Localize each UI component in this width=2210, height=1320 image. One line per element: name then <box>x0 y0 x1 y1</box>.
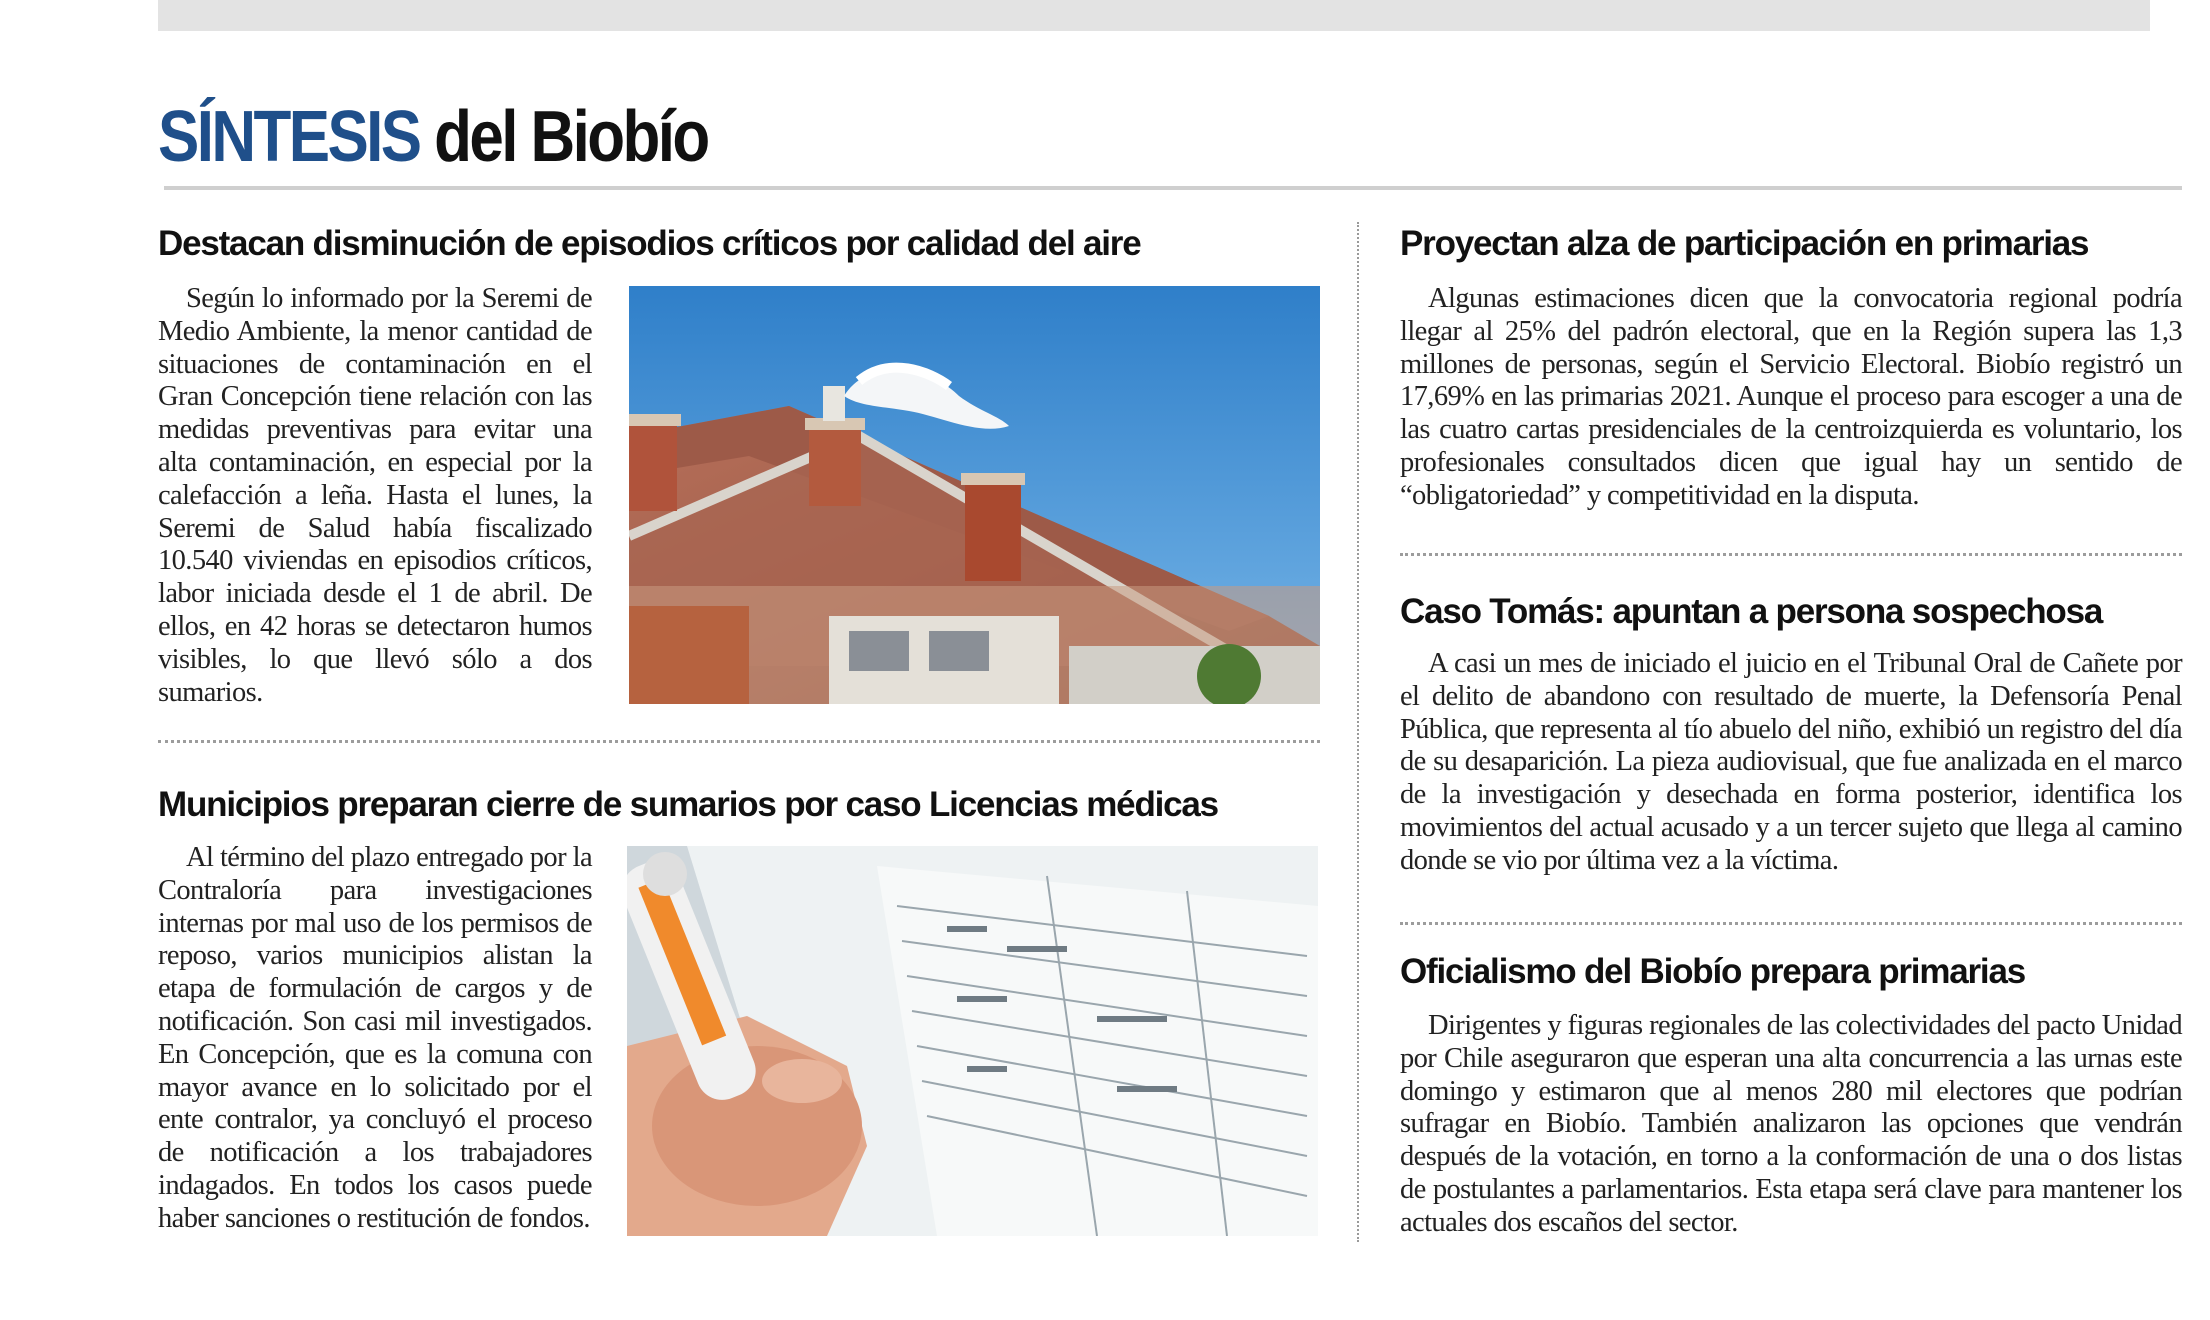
separator-right-2 <box>1400 922 2182 925</box>
masthead-keyword: SÍNTESIS <box>158 97 420 177</box>
separator-left-1 <box>158 740 1320 743</box>
article-body-oficialismo: Dirigentes y figuras regionales de las colectividades del pacto Unidad por Chile aseguraron que esperan una alta concurrencia a las urnas este domingo y estimaron que al menos 280 mil electores que podrían sufragar en Biobío. También analizaron las opciones que vendrán después de la votación, en torno a la conformación de una o dos listas de postulantes a parlamentarios. Esta etapa será clave para mantener los actuales dos escaños del sector. <box>1400 1010 2182 1238</box>
article-body-primarias: Algunas estimaciones dicen que la convocatoria regional podría llegar al 25% del padrón electoral, que en la Región supera las 1,3 millones de personas, según el Servicio Electoral. Biobío registró un 17,69% en las primarias 2021. Aunque el proceso para escoger a una de las cuatro cartas presidenciales de la centroizquierda es voluntario, los profesionales consultados dicen que igual hay un sentido de “obligatoriedad” y competitividad en la disputa. <box>1400 283 2182 511</box>
photo-chimney-smoke <box>629 286 1320 704</box>
masthead-rule <box>164 186 2182 190</box>
article-headline-licencias[interactable]: Municipios preparan cierre de sumarios por caso Licencias médicas <box>158 785 1218 824</box>
article-headline-oficialismo[interactable]: Oficialismo del Biobío prepara primarias <box>1400 952 2025 991</box>
photo-medical-forms <box>627 846 1318 1236</box>
article-headline-air-quality[interactable]: Destacan disminución de episodios críticos por calidad del aire <box>158 224 1141 263</box>
separator-right-1 <box>1400 553 2182 556</box>
article-body-caso-tomas: A casi un mes de iniciado el juicio en el Tribunal Oral de Cañete por el delito de abandono con resultado de muerte, la Defensoría Penal Pública, que representa al tío abuelo del niño, exhibió un registro del día de su desaparición. La pieza audiovisual, que fue analizada en el marco de la investigación y desechada en forma posterior, identifica los movimientos del actual acusado y a un tercer sujeto que llega al camino donde se vio por última vez a la víctima. <box>1400 648 2182 876</box>
article-headline-caso-tomas[interactable]: Caso Tomás: apuntan a persona sospechosa <box>1400 592 2103 631</box>
article-body-air-quality: Según lo informado por la Seremi de Medio Ambiente, la menor cantidad de situaciones de contaminación en el Gran Concepción tiene relación con las medidas preventivas para evitar una alta contaminación, en especial por la calefacción a leña. Hasta el lunes, la Seremi de Salud había fiscalizado 10.540 viviendas en episodios críticos, labor iniciada desde el 1 de abril. De ellos, en 42 horas se detectaron humos visibles, lo que llevó sólo a dos sumarios. <box>158 283 592 708</box>
top-gray-bar <box>158 0 2150 31</box>
column-divider <box>1357 222 1359 1242</box>
article-body-licencias: Al término del plazo entregado por la Contraloría para investigaciones internas por mal uso de los permisos de reposo, varios municipios alistan la etapa de formulación de cargos y de notificación. Son casi mil investigados. En Concepción, que es la comuna con mayor avance en lo solicitado por el ente contralor, ya concluyó el proceso de notificación a los trabajadores indagados. En todos los casos puede haber sanciones o restitución de fondos. <box>158 842 592 1234</box>
masthead-rest: del Biobío <box>434 97 708 177</box>
section-masthead <box>158 92 708 182</box>
article-headline-primarias[interactable]: Proyectan alza de participación en primarias <box>1400 224 2089 263</box>
